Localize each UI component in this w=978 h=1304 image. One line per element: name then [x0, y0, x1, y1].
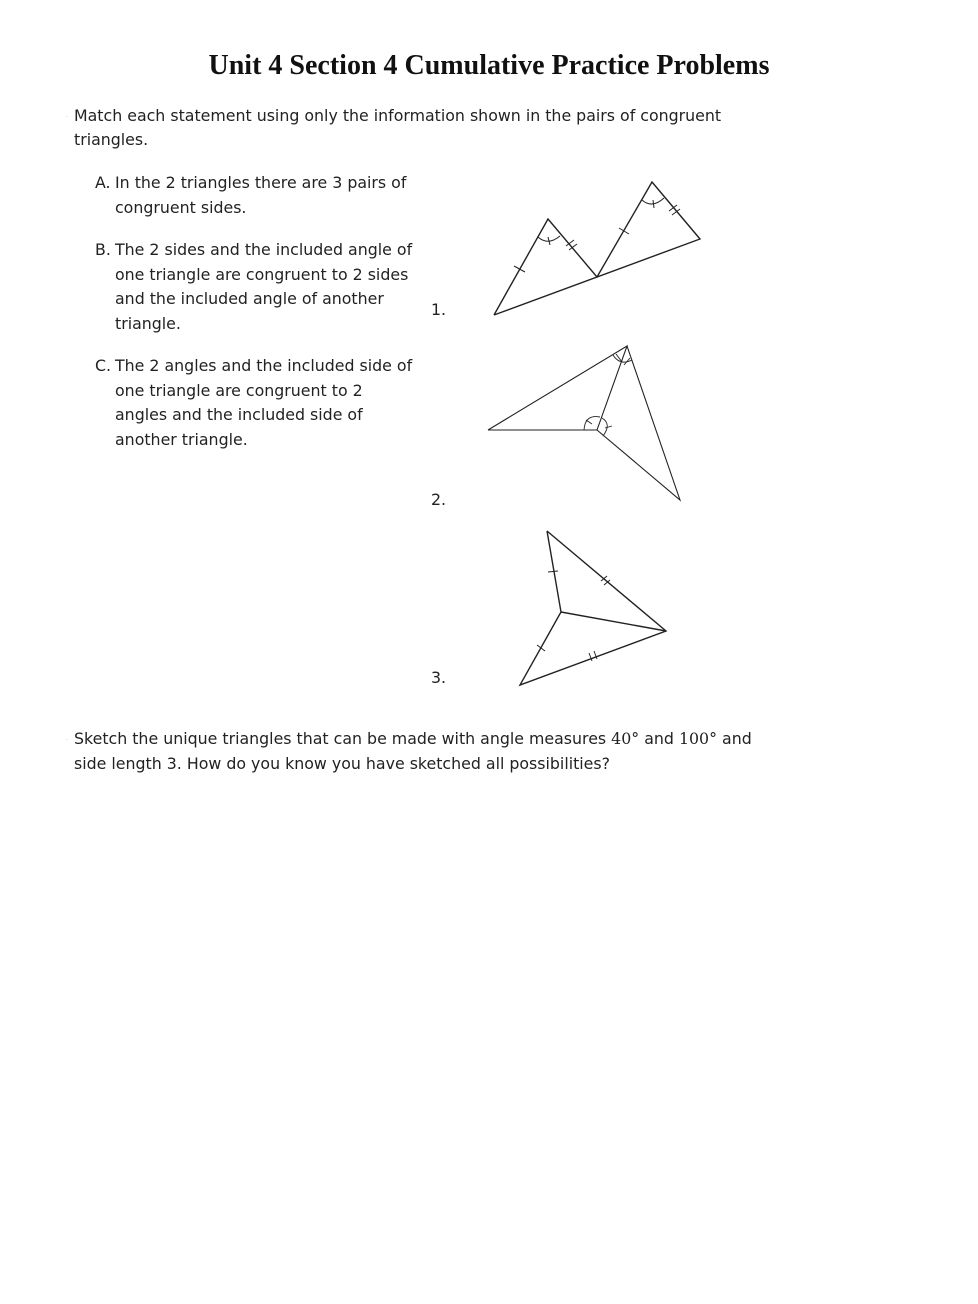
- option-a-letter: A.: [95, 173, 111, 192]
- figure-1-label: 1.: [431, 300, 447, 319]
- option-c-letter: C.: [95, 356, 112, 375]
- problem-1-prompt-line-2: triangles.: [74, 130, 149, 149]
- option-b-text: The 2 sides and the included angle of one triangle are congruent to 2 sides and the included angle of another triangle.: [115, 240, 413, 333]
- angle-40: 40°: [611, 729, 640, 748]
- option-a-text: In the 2 triangles there are 3 pairs of congruent sides.: [115, 173, 407, 217]
- problem-2-line-1: [74, 727, 752, 752]
- problem-2-bullet: .: [66, 735, 68, 742]
- problem-1-bullet: .: [66, 112, 68, 119]
- angle-100: 100°: [678, 729, 717, 748]
- figure-3-label: 3.: [431, 668, 447, 687]
- problem-2-text-after: and: [717, 729, 752, 748]
- page-title: Unit 4 Section 4 Cumulative Practice Problems: [208, 50, 770, 81]
- problem-2-and: and: [639, 729, 679, 748]
- figure-2-label: 2.: [431, 490, 447, 509]
- option-c-text: The 2 angles and the included side of one triangle are congruent to 2 angles and the included side of another triangle.: [115, 356, 413, 449]
- problem-2-line-2: side length 3. How do you know you have sketched all possibilities?: [74, 754, 611, 773]
- option-b-letter: B.: [95, 240, 111, 259]
- problem-1-prompt-line-1: Match each statement using only the information shown in the pairs of congruent: [74, 106, 722, 125]
- problem-2-text-before: Sketch the unique triangles that can be made with angle measures: [74, 729, 612, 748]
